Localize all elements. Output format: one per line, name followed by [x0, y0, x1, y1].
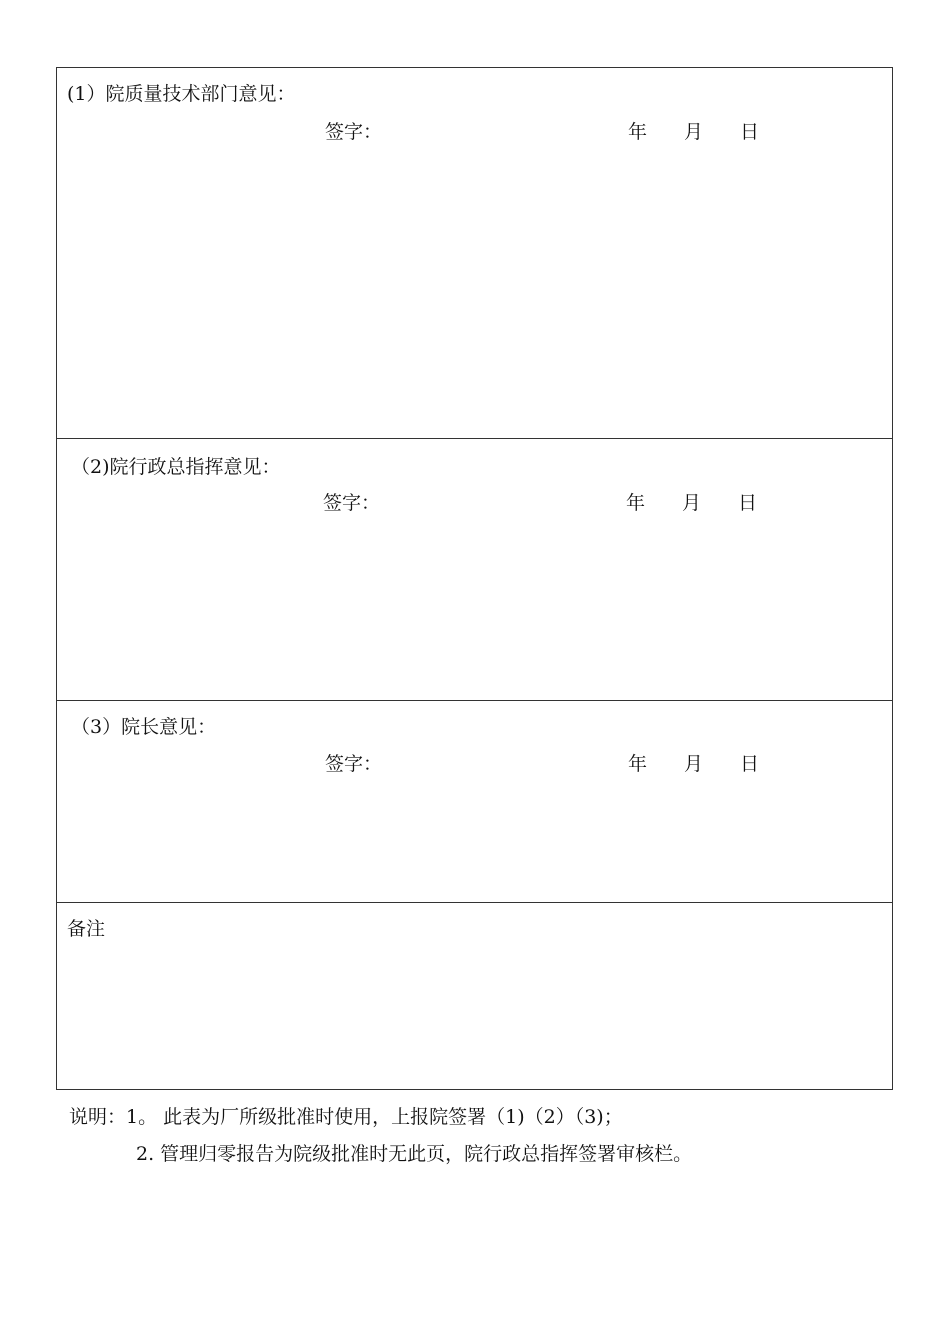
month-label: 月: [684, 121, 704, 143]
year-label: 年: [628, 753, 648, 775]
note-line-2: 2. 管理归零报告为院级批准时无此页，院行政总指挥签署审核栏。: [136, 1143, 693, 1165]
president-opinion-section: [57, 700, 892, 902]
remarks-title: 备注: [67, 918, 106, 940]
year-label: 年: [626, 492, 646, 514]
executive-commander-opinion-title: （2)院行政总指挥意见：: [71, 456, 281, 478]
month-label: 月: [682, 492, 702, 514]
executive-commander-opinion-section: [57, 438, 892, 700]
approval-form-table: [56, 67, 893, 1090]
signature-label: 签字：: [325, 121, 383, 143]
month-label: 月: [684, 753, 704, 775]
remarks-section: [57, 902, 892, 1089]
signature-label: 签字：: [323, 492, 381, 514]
signature-label: 签字：: [325, 753, 383, 775]
day-label: 日: [740, 753, 760, 775]
quality-dept-opinion-section: [57, 68, 892, 438]
day-label: 日: [740, 121, 760, 143]
year-label: 年: [628, 121, 648, 143]
president-opinion-title: （3）院长意见：: [71, 716, 217, 738]
quality-dept-opinion-title: (1）院质量技术部门意见：: [67, 83, 296, 105]
note-line-1: 说明：1。 此表为厂所级批准时使用，上报院签署（1)（2）（3)；: [69, 1106, 623, 1128]
day-label: 日: [738, 492, 758, 514]
